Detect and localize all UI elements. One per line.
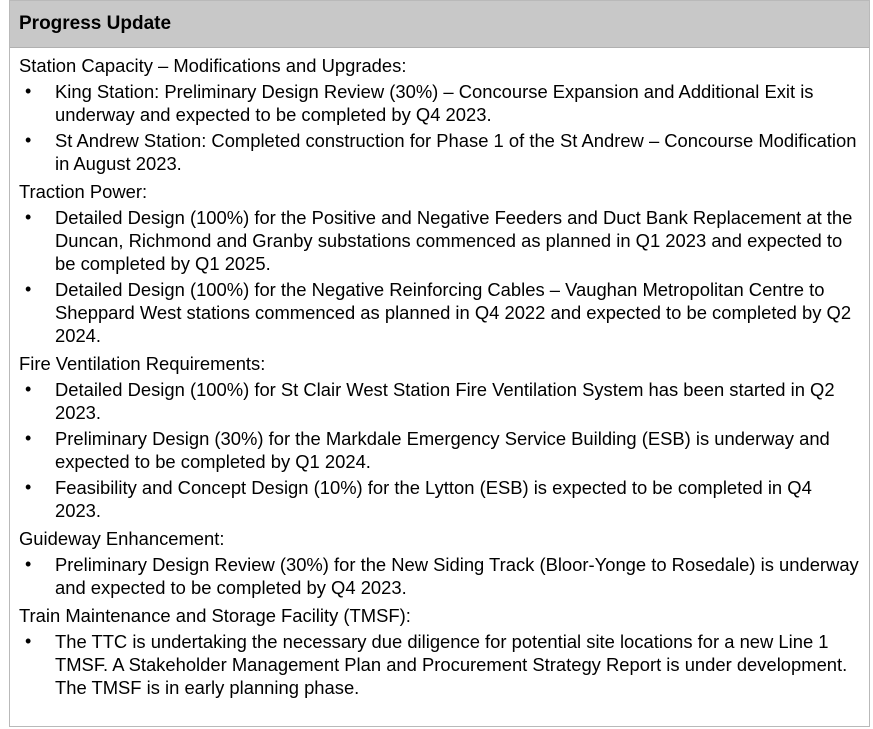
list-item: • Detailed Design (100%) for the Negative Reinforcing Cables – Vaughan Metropolitan Centre to Sheppard West stations commenced as planned in Q4 2022 and expected to be completed by Q2 2024. <box>19 278 861 347</box>
section-title: Station Capacity – Modifications and Upgrades: <box>19 55 407 76</box>
list-item: • Preliminary Design Review (30%) for the New Siding Track (Bloor-Yonge to Rosedale) is underway and expected to be completed by Q4 2023. <box>19 553 861 599</box>
list-item: • St Andrew Station: Completed construction for Phase 1 of the St Andrew – Concourse Modification in August 2023. <box>19 129 861 175</box>
panel-header <box>10 1 869 48</box>
section-title: Train Maintenance and Storage Facility (TMSF): <box>19 605 411 626</box>
list-item: • Feasibility and Concept Design (10%) for the Lytton (ESB) is expected to be completed in Q4 2023. <box>19 476 861 522</box>
section-title: Traction Power: <box>19 181 148 202</box>
section-list <box>19 630 861 699</box>
section-list <box>19 378 861 522</box>
section-list <box>19 553 861 599</box>
panel-content <box>10 54 869 699</box>
panel-title: Progress Update <box>19 13 172 34</box>
list-item: • Detailed Design (100%) for St Clair West Station Fire Ventilation System has been started in Q2 2023. <box>19 378 861 424</box>
section-list <box>19 80 861 175</box>
section-title: Guideway Enhancement: <box>19 528 225 549</box>
list-item: • Detailed Design (100%) for the Positive and Negative Feeders and Duct Bank Replacement at the Duncan, Richmond and Granby substations commenced as planned in Q1 2023 and expected to be completed by Q1 2025. <box>19 206 861 275</box>
section-list <box>19 206 861 347</box>
list-item: • King Station: Preliminary Design Review (30%) – Concourse Expansion and Additional Exit is underway and expected to be completed by Q4 2023. <box>19 80 861 126</box>
list-item: • Preliminary Design (30%) for the Markdale Emergency Service Building (ESB) is underway and expected to be completed by Q1 2024. <box>19 427 861 473</box>
progress-update-panel <box>9 0 870 727</box>
list-item: • The TTC is undertaking the necessary due diligence for potential site locations for a new Line 1 TMSF. A Stakeholder Management Plan and Procurement Strategy Report is under development. The TMSF is in early planning phase. <box>19 630 861 699</box>
section-title: Fire Ventilation Requirements: <box>19 353 266 374</box>
